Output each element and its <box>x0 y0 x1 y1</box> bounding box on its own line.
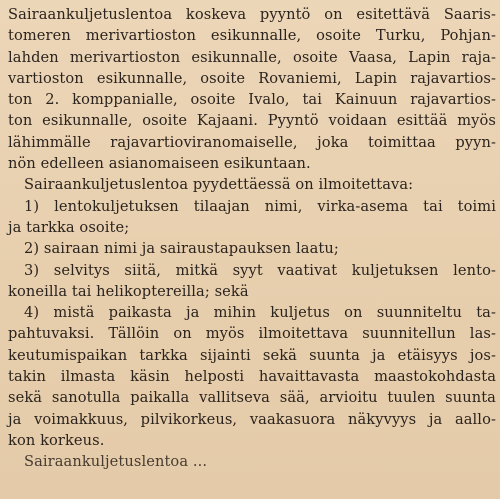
list-item-1-line: ja tarkka osoite; <box>8 218 130 236</box>
text-line: vartioston esikunnalle, osoite Rovaniemi, Lapin rajavartios- <box>8 69 496 87</box>
text-line: ton esikunnalle, osoite Kajaani. Pyyntö voidaan esittää myös <box>8 112 496 130</box>
document-text <box>8 4 496 473</box>
list-item-3-line: 3) selvitys siitä, mitkä syyt vaativat kuljetuksen lento- <box>24 261 496 279</box>
text-line-partial: Sairaankuljetuslentoa ... <box>24 453 208 471</box>
text-line: Sairaankuljetuslentoa pyydettäessä on ilmoitettava: <box>24 176 414 194</box>
list-item-4-line: 4) mistä paikasta ja mihin kuljetus on suunniteltu ta- <box>24 304 496 322</box>
list-item-3-line: koneilla tai helikoptereilla; sekä <box>8 282 249 300</box>
list-item-2-line: 2) sairaan nimi ja sairaustapauksen laatu; <box>24 240 339 258</box>
list-item-4-line: ja voimakkuus, pilvikorkeus, vaakasuora näkyvyys ja aallo- <box>8 410 496 428</box>
text-line: lahden merivartioston esikunnalle, osoite Vaasa, Lapin raja- <box>8 48 496 66</box>
text-line: Sairaankuljetuslentoa koskeva pyyntö on esitettävä Saaris- <box>8 6 496 23</box>
list-item-4-line: kon korkeus. <box>8 431 105 449</box>
list-item-4-line: takin ilmasta käsin helposti havaittavasta maastokohdasta <box>8 368 496 386</box>
list-item-4-line: sekä sanotulla paikalla vallitseva sää, arvioitu tuulen suunta <box>8 389 496 407</box>
text-line: tomeren merivartioston esikunnalle, osoite Turku, Pohjan- <box>8 27 496 45</box>
text-line: ton 2. komppanialle, osoite Ivalo, tai Kainuun rajavartios- <box>8 91 496 109</box>
list-item-4-line: keutumispaikan tarkka sijainti sekä suunta ja etäisyys jos- <box>8 346 496 364</box>
text-line: lähimmälle rajavartioviranomaiselle, joka toimittaa pyyn- <box>8 133 496 151</box>
list-item-1-line: 1) lentokuljetuksen tilaajan nimi, virka-asema tai toimi <box>24 197 496 215</box>
list-item-4-line: pahtuvaksi. Tällöin on myös ilmoitettava suunnitellun las- <box>8 325 496 343</box>
text-line: nön edelleen asianomaiseen esikuntaan. <box>8 155 311 173</box>
